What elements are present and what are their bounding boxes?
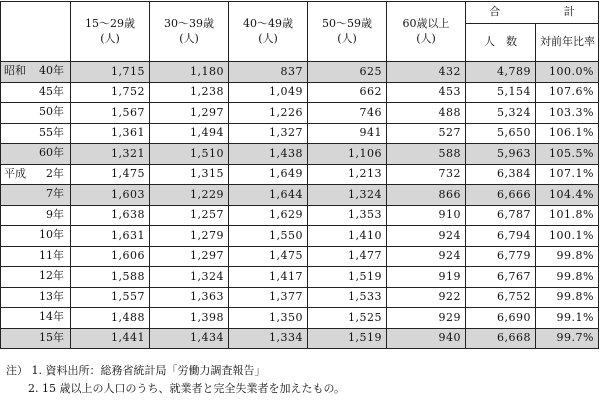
row-total-cell: 5,650	[466, 123, 536, 144]
table-row	[1, 308, 599, 329]
row-value-cell: 1,226	[229, 103, 308, 124]
labor-force-table	[0, 1, 599, 349]
row-value-cell: 919	[387, 267, 466, 288]
row-total-cell: 5,963	[466, 144, 536, 165]
row-value-cell: 1,361	[71, 123, 150, 144]
notes-label: 注）	[6, 364, 28, 377]
row-value-cell: 1,477	[308, 246, 387, 267]
header-total-left: 合	[489, 5, 501, 19]
row-value-cell: 1,297	[150, 246, 229, 267]
row-value-cell: 1,324	[150, 267, 229, 288]
row-era: 平成	[4, 166, 26, 180]
header-age-unit: (人)	[100, 31, 120, 45]
row-year-cell	[1, 185, 71, 206]
row-value-cell: 1,629	[229, 205, 308, 226]
row-ratio-cell: 105.5%	[536, 144, 599, 165]
row-year: 2年	[46, 166, 64, 180]
row-ratio-cell: 100.0%	[536, 62, 599, 83]
header-age-range: 30～39歳	[164, 16, 214, 30]
row-total-cell: 6,794	[466, 226, 536, 247]
row-value-cell: 837	[229, 62, 308, 83]
row-year-cell	[1, 123, 71, 144]
header-age-unit: (人)	[416, 31, 436, 45]
row-value-cell: 1,510	[150, 144, 229, 165]
row-year: 12年	[39, 269, 64, 282]
row-ratio-cell: 104.4%	[536, 185, 599, 206]
row-value-cell: 1,567	[71, 103, 150, 124]
table-row	[1, 164, 599, 185]
header-age-range: 50～59歳	[322, 16, 372, 30]
row-year: 14年	[39, 310, 64, 323]
row-value-cell: 1,297	[150, 103, 229, 124]
header-age-unit: (人)	[179, 31, 199, 45]
row-total-cell: 6,666	[466, 185, 536, 206]
header-age-15-29	[71, 2, 150, 62]
row-value-cell: 662	[308, 82, 387, 103]
row-value-cell: 1,106	[308, 144, 387, 165]
header-ratio: 対前年比率	[536, 24, 599, 62]
row-year: 9年	[46, 207, 64, 221]
row-ratio-cell: 101.8%	[536, 205, 599, 226]
row-value-cell: 924	[387, 246, 466, 267]
header-people: 人 数	[466, 24, 536, 62]
row-value-cell: 1,550	[229, 226, 308, 247]
row-year: 45年	[39, 84, 64, 98]
row-total-cell: 6,767	[466, 267, 536, 288]
row-value-cell: 1,398	[150, 308, 229, 329]
row-year: 40年	[39, 64, 64, 77]
header-total-right: 計	[563, 5, 575, 19]
row-value-cell: 1,229	[150, 185, 229, 206]
row-year: 15年	[39, 330, 64, 344]
row-ratio-cell: 103.3%	[536, 103, 599, 124]
header-age-range: 60歳以上	[402, 16, 450, 30]
row-value-cell: 453	[387, 82, 466, 103]
row-ratio-cell: 99.7%	[536, 328, 599, 349]
row-year: 10年	[39, 228, 64, 241]
table-row	[1, 185, 599, 206]
row-value-cell: 1,715	[71, 62, 150, 83]
note-text: 2. 15 歳以上の人口のうち、就業者と完全失業者を加えたもの。	[28, 382, 346, 395]
row-value-cell: 1,417	[229, 267, 308, 288]
table-row	[1, 267, 599, 288]
header-age-range: 15～29歳	[85, 16, 135, 30]
row-year-cell	[1, 103, 71, 124]
row-value-cell: 1,321	[71, 144, 150, 165]
row-value-cell: 1,410	[308, 226, 387, 247]
row-value-cell: 746	[308, 103, 387, 124]
row-year-cell	[1, 308, 71, 329]
row-year: 60年	[39, 146, 64, 159]
note-2	[6, 380, 345, 398]
row-value-cell: 1,603	[71, 185, 150, 206]
row-total-cell: 4,789	[466, 62, 536, 83]
row-value-cell: 488	[387, 103, 466, 124]
row-value-cell: 1,475	[71, 164, 150, 185]
row-value-cell: 1,533	[308, 287, 387, 308]
row-value-cell: 1,752	[71, 82, 150, 103]
row-value-cell: 1,606	[71, 246, 150, 267]
row-value-cell: 910	[387, 205, 466, 226]
row-year-cell	[1, 267, 71, 288]
row-value-cell: 625	[308, 62, 387, 83]
row-ratio-cell: 100.1%	[536, 226, 599, 247]
row-value-cell: 588	[387, 144, 466, 165]
row-value-cell: 527	[387, 123, 466, 144]
row-value-cell: 1,327	[229, 123, 308, 144]
header-year-corner	[1, 2, 71, 62]
row-value-cell: 1,334	[229, 328, 308, 349]
row-year: 55年	[39, 125, 64, 139]
note-1	[6, 362, 345, 380]
row-value-cell: 1,525	[308, 308, 387, 329]
table-row	[1, 205, 599, 226]
row-value-cell: 1,519	[308, 267, 387, 288]
row-value-cell: 1,488	[71, 308, 150, 329]
row-value-cell: 1,315	[150, 164, 229, 185]
row-total-cell: 6,690	[466, 308, 536, 329]
table-header	[1, 2, 599, 62]
row-year-cell	[1, 328, 71, 349]
row-value-cell: 1,588	[71, 267, 150, 288]
table-row	[1, 144, 599, 165]
row-value-cell: 866	[387, 185, 466, 206]
row-year-cell	[1, 164, 71, 185]
row-value-cell: 732	[387, 164, 466, 185]
row-ratio-cell: 99.8%	[536, 267, 599, 288]
table-row	[1, 82, 599, 103]
row-value-cell: 1,324	[308, 185, 387, 206]
row-value-cell: 941	[308, 123, 387, 144]
row-total-cell: 5,324	[466, 103, 536, 124]
row-value-cell: 432	[387, 62, 466, 83]
table-row	[1, 123, 599, 144]
row-year: 13年	[39, 289, 64, 303]
row-ratio-cell: 99.8%	[536, 287, 599, 308]
row-value-cell: 1,557	[71, 287, 150, 308]
row-value-cell: 1,434	[150, 328, 229, 349]
row-value-cell: 1,377	[229, 287, 308, 308]
row-value-cell: 1,363	[150, 287, 229, 308]
row-ratio-cell: 107.6%	[536, 82, 599, 103]
row-total-cell: 5,154	[466, 82, 536, 103]
row-value-cell: 1,438	[229, 144, 308, 165]
row-value-cell: 1,257	[150, 205, 229, 226]
header-age-60-plus	[387, 2, 466, 62]
row-total-cell: 6,668	[466, 328, 536, 349]
row-value-cell: 1,353	[308, 205, 387, 226]
table-row	[1, 103, 599, 124]
row-year: 50年	[39, 105, 64, 118]
row-year-cell	[1, 226, 71, 247]
row-ratio-cell: 106.1%	[536, 123, 599, 144]
row-year-cell	[1, 144, 71, 165]
note-text: 1. 資料出所：総務省統計局「労働力調査報告」	[31, 364, 266, 377]
row-value-cell: 1,494	[150, 123, 229, 144]
row-value-cell: 1,631	[71, 226, 150, 247]
row-year: 11年	[39, 248, 64, 262]
row-total-cell: 6,779	[466, 246, 536, 267]
row-value-cell: 924	[387, 226, 466, 247]
row-total-cell: 6,752	[466, 287, 536, 308]
row-year: 7年	[46, 187, 64, 200]
row-total-cell: 6,384	[466, 164, 536, 185]
row-value-cell: 1,180	[150, 62, 229, 83]
row-ratio-cell: 99.1%	[536, 308, 599, 329]
row-year-cell	[1, 287, 71, 308]
row-value-cell: 1,475	[229, 246, 308, 267]
table-row	[1, 287, 599, 308]
table-row	[1, 226, 599, 247]
row-value-cell: 1,644	[229, 185, 308, 206]
row-total-cell: 6,787	[466, 205, 536, 226]
row-value-cell: 1,649	[229, 164, 308, 185]
row-value-cell: 940	[387, 328, 466, 349]
row-value-cell: 922	[387, 287, 466, 308]
row-value-cell: 1,350	[229, 308, 308, 329]
header-age-unit: (人)	[258, 31, 278, 45]
row-year-cell	[1, 205, 71, 226]
header-age-unit: (人)	[337, 31, 357, 45]
row-value-cell: 1,049	[229, 82, 308, 103]
row-ratio-cell: 99.8%	[536, 246, 599, 267]
row-year-cell	[1, 246, 71, 267]
row-year-cell	[1, 62, 71, 83]
row-value-cell: 929	[387, 308, 466, 329]
row-value-cell: 1,441	[71, 328, 150, 349]
header-age-50-59	[308, 2, 387, 62]
notes	[6, 362, 345, 398]
table-row	[1, 246, 599, 267]
row-value-cell: 1,519	[308, 328, 387, 349]
row-value-cell: 1,213	[308, 164, 387, 185]
header-age-30-39	[150, 2, 229, 62]
table-body	[1, 62, 599, 349]
row-value-cell: 1,279	[150, 226, 229, 247]
row-value-cell: 1,238	[150, 82, 229, 103]
table-row	[1, 328, 599, 349]
row-era: 昭和	[4, 64, 26, 77]
row-value-cell: 1,638	[71, 205, 150, 226]
row-year-cell	[1, 82, 71, 103]
header-age-40-49	[229, 2, 308, 62]
header-total	[466, 2, 599, 24]
header-age-range: 40～49歳	[243, 16, 293, 30]
table-row	[1, 62, 599, 83]
row-ratio-cell: 107.1%	[536, 164, 599, 185]
